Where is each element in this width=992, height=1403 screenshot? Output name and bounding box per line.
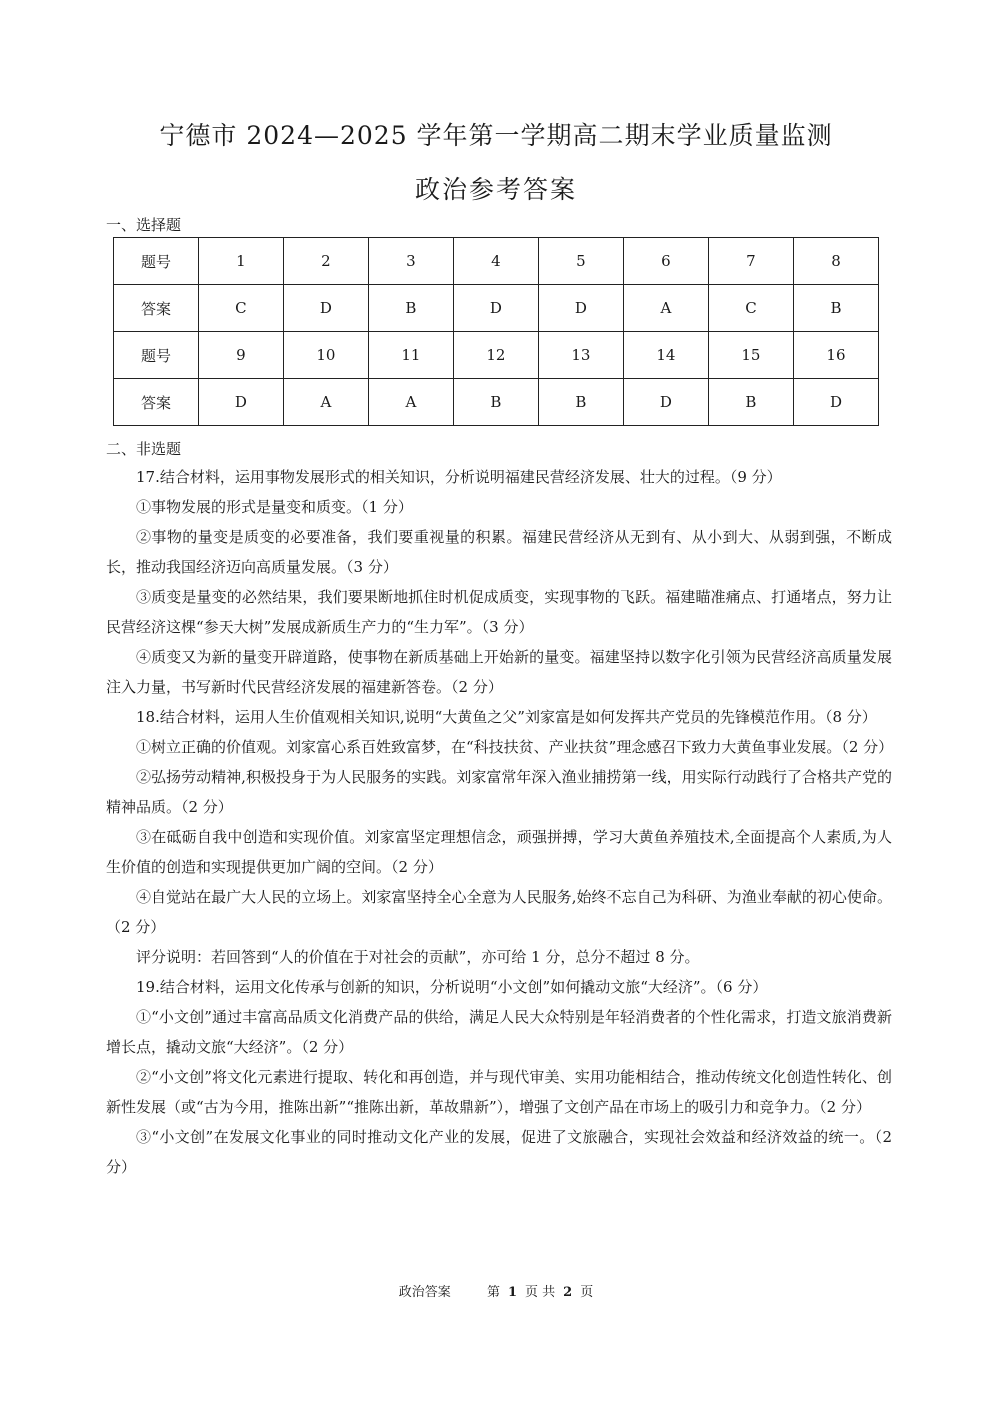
table-cell: A: [283, 379, 368, 426]
table-cell: C: [198, 285, 283, 332]
table-cell: A: [623, 285, 708, 332]
table-row: [114, 238, 879, 285]
table-cell: D: [198, 379, 283, 426]
table-cell: 7: [708, 238, 793, 285]
page-footer: [0, 1281, 992, 1300]
answer-paragraph: ③“小文创”在发展文化事业的同时推动文化产业的发展，促进了文旅融合，实现社会效益和经济效益的统一。（2 分）: [106, 1128, 892, 1176]
table-cell: 15: [708, 332, 793, 379]
table-row: [114, 332, 879, 379]
page-mid: 页 共: [525, 1285, 556, 1300]
table-cell: D: [793, 379, 878, 426]
answer-paragraph: ②事物的量变是质变的必要准备，我们要重视量的积累。福建民营经济从无到有、从小到大、从弱到强，不断成长，推动我国经济迈向高质量发展。（3 分）: [106, 528, 892, 576]
page-prefix: 第: [486, 1285, 500, 1300]
table-cell: D: [623, 379, 708, 426]
table-cell: D: [453, 285, 538, 332]
table-cell: D: [538, 285, 623, 332]
table-cell: 3: [368, 238, 453, 285]
table-cell: 10: [283, 332, 368, 379]
table-cell: 8: [793, 238, 878, 285]
page-number: 1: [507, 1285, 517, 1300]
answer-paragraph: ②弘扬劳动精神,积极投身于为人民服务的实践。刘家富常年深入渔业捕捞第一线，用实际行动践行了合格共产党的精神品质。（2 分）: [106, 768, 892, 816]
table-cell: 答案: [114, 285, 199, 332]
answer-paragraph: ③在砥砺自我中创造和实现价值。刘家富坚定理想信念，顽强拼搏，学习大黄鱼养殖技术,全面提高个人素质,为人生价值的创造和实现提供更加广阔的空间。（2 分）: [106, 828, 892, 876]
table-cell: A: [368, 379, 453, 426]
table-cell: 题号: [114, 332, 199, 379]
table-cell: 2: [283, 238, 368, 285]
table-cell: 题号: [114, 238, 199, 285]
table-cell: B: [453, 379, 538, 426]
scoring-note: 评分说明：若回答到“人的价值在于对社会的贡献”，亦可给 1 分，总分不超过 8 分。: [136, 948, 700, 966]
section-heading-choice: 一、选择题: [106, 216, 182, 234]
table-cell: 12: [453, 332, 538, 379]
page-total: 2: [563, 1285, 573, 1300]
document-title: 宁德市 2024—2025 学年第一学期高二期末学业质量监测: [159, 121, 833, 150]
answer-paragraph: ①树立正确的价值观。刘家富心系百姓致富梦，在“科技扶贫、产业扶贫”理念感召下致力大黄鱼事业发展。（2 分）: [136, 738, 894, 756]
table-cell: D: [283, 285, 368, 332]
table-row: [114, 285, 879, 332]
table-cell: 11: [368, 332, 453, 379]
answer-body: [106, 462, 892, 1182]
answer-paragraph: ②“小文创”将文化元素进行提取、转化和再创造，并与现代审美、实用功能相结合，推动传统文化创造性转化、创新性发展（或“古为今用，推陈出新”“推陈出新，革故鼎新”），增强了文创产品在市场上的吸引力和竞争力。（2 分）: [106, 1068, 892, 1116]
table-cell: 6: [623, 238, 708, 285]
table-cell: 答案: [114, 379, 199, 426]
table-cell: C: [708, 285, 793, 332]
table-cell: 5: [538, 238, 623, 285]
table-cell: 1: [198, 238, 283, 285]
table-cell: 14: [623, 332, 708, 379]
table-cell: 16: [793, 332, 878, 379]
page-suffix: 页: [580, 1285, 594, 1300]
section-heading-nonchoice: 二、非选题: [106, 440, 182, 458]
answer-paragraph: ④自觉站在最广大人民的立场上。刘家富坚持全心全意为人民服务,始终不忘自己为科研、为渔业奉献的初心使命。（2 分）: [106, 888, 892, 936]
answer-table: [113, 237, 879, 426]
table-cell: B: [793, 285, 878, 332]
table-row: [114, 379, 879, 426]
question-19: 19.结合材料，运用文化传承与创新的知识，分析说明“小文创”如何撬动文旅“大经济”。（6 分）: [136, 978, 768, 996]
document-subtitle: 政治参考答案: [414, 175, 577, 204]
footer-label: 政治答案: [398, 1285, 451, 1300]
table-cell: B: [538, 379, 623, 426]
answer-paragraph: ④质变又为新的量变开辟道路，使事物在新质基础上开始新的量变。福建坚持以数字化引领为民营经济高质量发展注入力量，书写新时代民营经济发展的福建新答卷。（2 分）: [106, 648, 892, 696]
table-cell: 9: [198, 332, 283, 379]
answer-paragraph: ①事物发展的形式是量变和质变。（1 分）: [136, 498, 413, 516]
table-cell: B: [368, 285, 453, 332]
answer-paragraph: ①“小文创”通过丰富高品质文化消费产品的供给，满足人民大众特别是年轻消费者的个性化需求，打造文旅消费新增长点，撬动文旅“大经济”。（2 分）: [106, 1008, 892, 1056]
question-17: 17.结合材料，运用事物发展形式的相关知识，分析说明福建民营经济发展、壮大的过程。（9 分）: [136, 468, 782, 486]
question-18: 18.结合材料，运用人生价值观相关知识,说明“大黄鱼之父”刘家富是如何发挥共产党员的先锋模范作用。（8 分）: [136, 708, 877, 726]
table-cell: 13: [538, 332, 623, 379]
table-cell: 4: [453, 238, 538, 285]
answer-paragraph: ③质变是量变的必然结果，我们要果断地抓住时机促成质变，实现事物的飞跃。福建瞄准痛点、打通堵点，努力让民营经济这棵“参天大树”发展成新质生产力的“生力军”。（3 分）: [106, 588, 892, 636]
table-cell: B: [708, 379, 793, 426]
